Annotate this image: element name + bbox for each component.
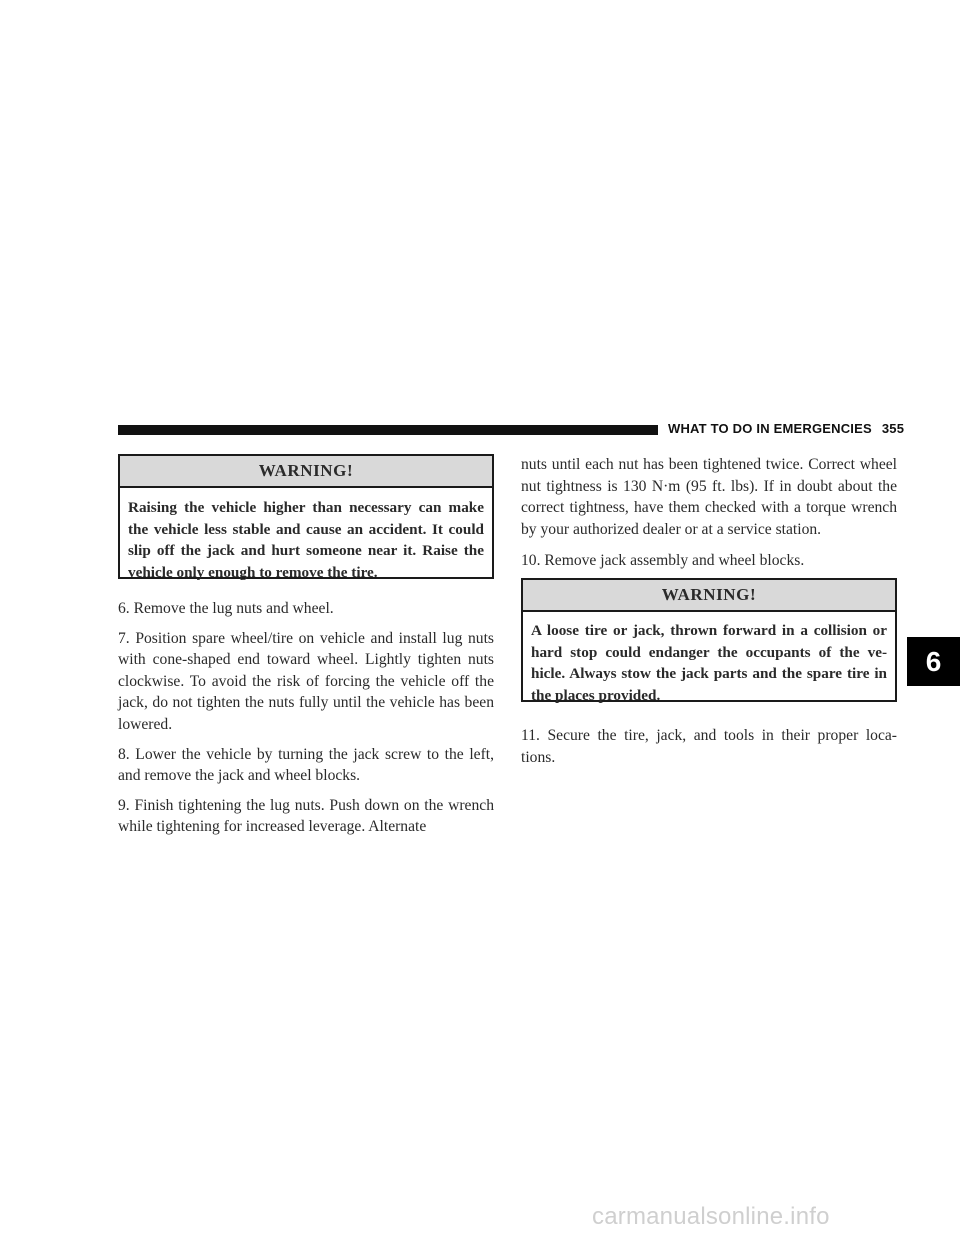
step-8: 8. Lower the vehicle by turning the jack screw to the left, and remove the jack and wheel blocks.	[118, 745, 494, 785]
warning-title: WARNING!	[523, 580, 895, 612]
warning-box-jack-height	[118, 454, 494, 579]
step-9-continuation: nuts until each nut has been tightened twice. Correct wheel nut tightness is 130 N·m (95 ft. lbs). If in doubt about the correct tightness, have them checked with a torque wrench by your authorized dealer or at a service station.	[521, 456, 897, 538]
left-column	[118, 454, 494, 838]
watermark-text: carmanualsonline.info	[592, 1203, 830, 1230]
running-header	[668, 421, 904, 436]
step-10: 10. Remove jack assembly and wheel blocks.	[521, 552, 805, 570]
step-7: 7. Position spare wheel/tire on vehicle and install lug nuts with cone-shaped end toward wheel. Lightly tighten nuts clockwise. To avoid the risk of forcing the vehicle off the jack, do not tighten the nuts fully until the vehicle has been lowered.	[118, 629, 494, 733]
section-title: WHAT TO DO IN EMERGENCIES	[668, 421, 872, 436]
warning-box-loose-tire	[521, 578, 897, 702]
header-rule	[118, 425, 658, 435]
step-9: 9. Finish tightening the lug nuts. Push down on the wrench while tightening for increased leverage. Alternate	[118, 796, 494, 836]
warning-text: Raising the vehicle higher than necessary can make the vehicle less stable and cause an accident. It could slip off the jack and hurt someone near it. Raise the vehicle only enough to remove the tire.	[128, 499, 484, 581]
right-column	[521, 454, 897, 768]
warning-text: A loose tire or jack, thrown forward in a collision or hard stop could endanger the occupants of the ve- hicle. Always stow the jack parts and the spare tire in the places provided.	[531, 621, 887, 704]
warning-title: WARNING!	[120, 456, 492, 488]
page-number: 355	[881, 421, 905, 436]
chapter-tab: 6	[907, 637, 960, 686]
step-11: 11. Secure the tire, jack, and tools in their proper loca- tions.	[521, 726, 897, 766]
step-6: 6. Remove the lug nuts and wheel.	[118, 600, 334, 617]
